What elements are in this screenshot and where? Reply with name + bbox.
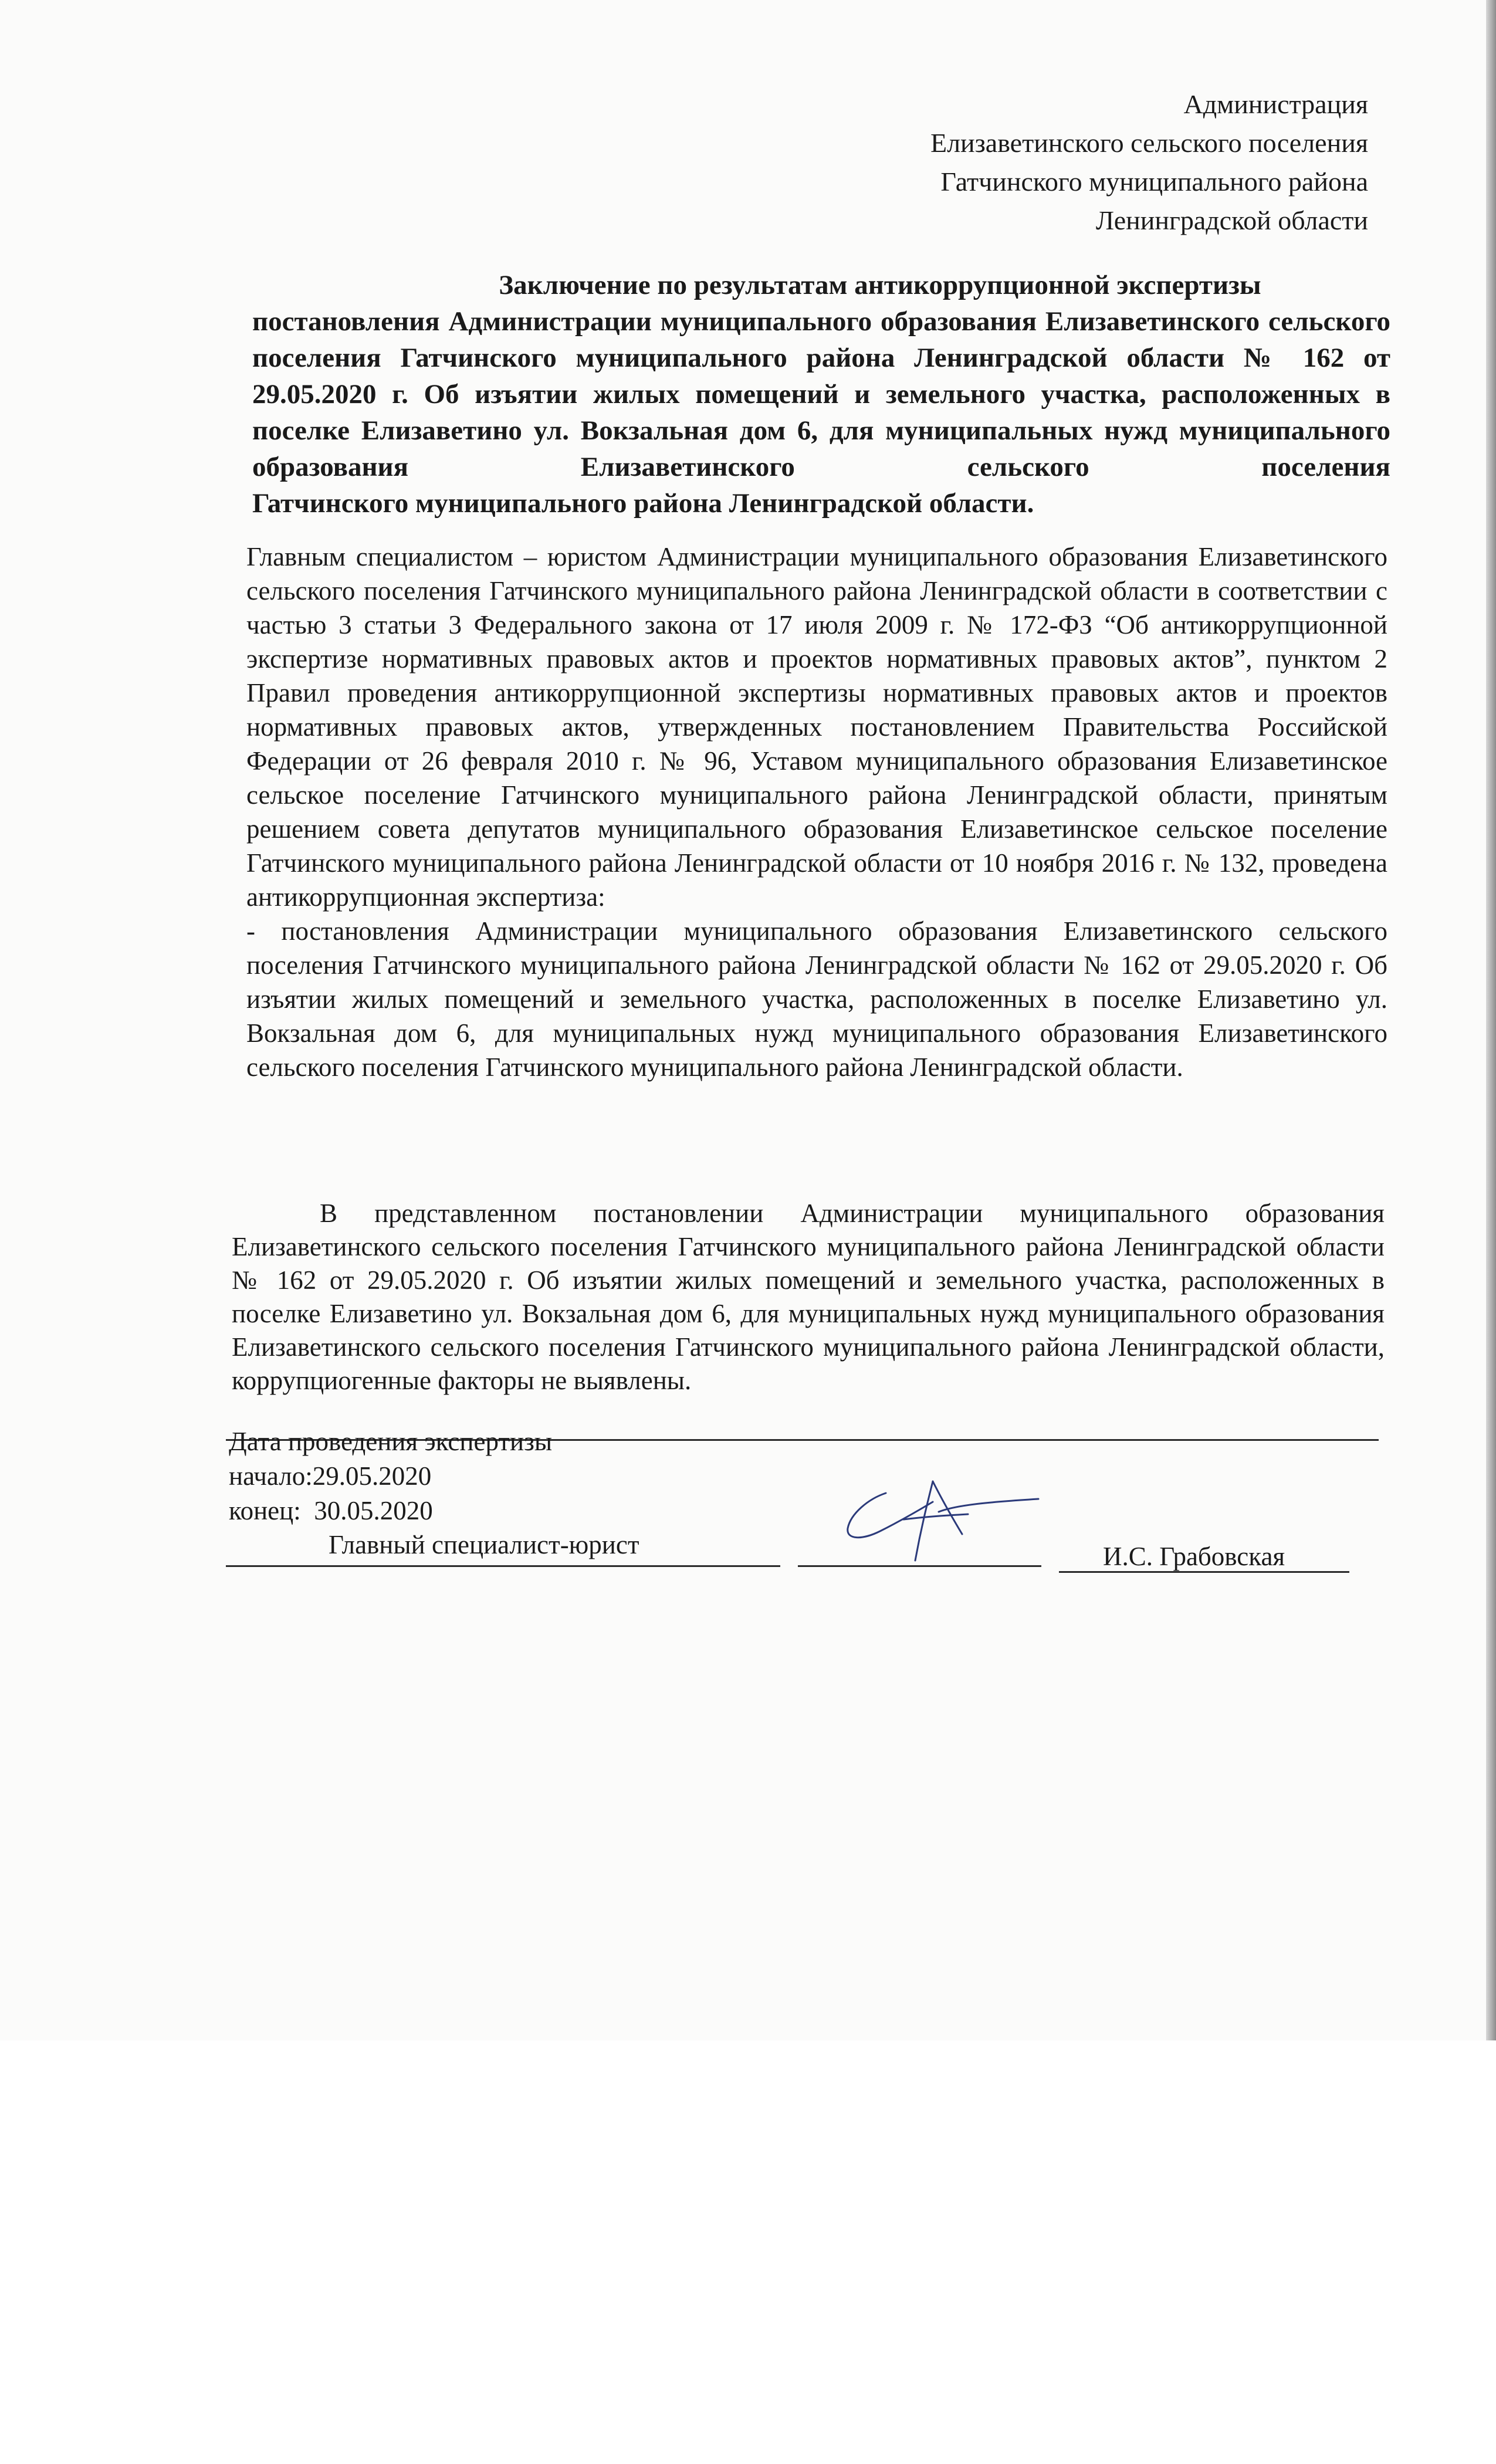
addressee-line: Ленинградской области: [1095, 205, 1368, 235]
name-underline: [1059, 1571, 1349, 1573]
addressee-line: Елизаветинского сельского поселения: [930, 128, 1368, 158]
signer-name: И.С. Грабовская: [1103, 1542, 1285, 1571]
date-label: Дата проведения экспертизы: [229, 1427, 553, 1456]
position-underline: [226, 1565, 780, 1567]
conclusion-paragraph: В представленном постановлении Администрации муниципального образования Елизаветинского сельского поселения Гатчинского муниципального района Ленинградской области № 162 от 29.05.2020 г. Об изъятии жилых помещений и земельного участка, расположенных в поселке Елизаветино ул. Вокзальная дом 6, для муниципальных нужд муниципального образования Елизаветинского сельского поселения Гатчинского муниципального района Ленинградской области, коррупциогенные факторы не выявлены.: [232, 1199, 1385, 1395]
expertise-body: [246, 540, 1387, 1084]
date-end: конец: 30.05.2020: [229, 1496, 433, 1525]
date-start: начало:29.05.2020: [229, 1461, 432, 1491]
title-heading: Заключение по результатам антикоррупционной экспертизы: [499, 270, 1261, 300]
signature-underline: [798, 1565, 1041, 1567]
blank-bottom-area: [0, 2040, 1496, 2464]
body-paragraph-item: - постановления Администрации муниципального образования Елизаветинского сельского поселения Гатчинского муниципального района Ленинградской области № 162 от 29.05.2020 г. Об изъятии жилых помещений и земельного участка, расположенных в поселке Елизаветино ул. Вокзальная дом 6, для муниципальных нужд муниципального образования Елизаветинского сельского поселения Гатчинского муниципального района Ленинградской области.: [246, 916, 1387, 1082]
signer-position: Главный специалист-юрист: [329, 1530, 639, 1559]
title-last-line: Гатчинского муниципального района Ленинградской области.: [252, 488, 1034, 519]
title-subject: постановления Администрации муниципального образования Елизаветинского сельского поселения Гатчинского муниципального района Ленинградской области № 162 от 29.05.2020 г. Об изъятии жилых помещений и земельного участка, расположенных в поселке Елизаветино ул. Вокзальная дом 6, для муниципальных нужд муниципального образования Елизаветинского сельского поселения: [252, 306, 1390, 482]
expertise-dates: [229, 1424, 552, 1528]
scan-edge: [1486, 0, 1496, 2042]
body-paragraph: Главным специалистом – юристом Администрации муниципального образования Елизаветинского сельского поселения Гатчинского муниципального района Ленинградской области в соответствии с частью 3 статьи 3 Федерального закона от 17 июля 2009 г. № 172-ФЗ “Об антикоррупционной экспертизе нормативных правовых актов и проектов нормативных правовых актов”, пунктом 2 Правил проведения антикоррупционной экспертизы нормативных правовых актов и проектов нормативных правовых актов, утвержденных постановлением Правительства Российской Федерации от 26 февраля 2010 г. № 96, Уставом муниципального образования Елизаветинское сельское поселение Гатчинского муниципального района Ленинградской области, принятым решением совета депутатов муниципального образования Елизаветинское сельское поселение Гатчинского муниципального района Ленинградской области от 10 ноября 2016 г. № 132, проведена антикоррупционная экспертиза:: [246, 542, 1387, 912]
addressee-line: Гатчинского муниципального района: [940, 167, 1368, 197]
addressee-line: Администрация: [1183, 89, 1368, 119]
addressee-block: [930, 85, 1368, 240]
handwritten-signature: [815, 1458, 1050, 1569]
document-title: [252, 267, 1390, 522]
